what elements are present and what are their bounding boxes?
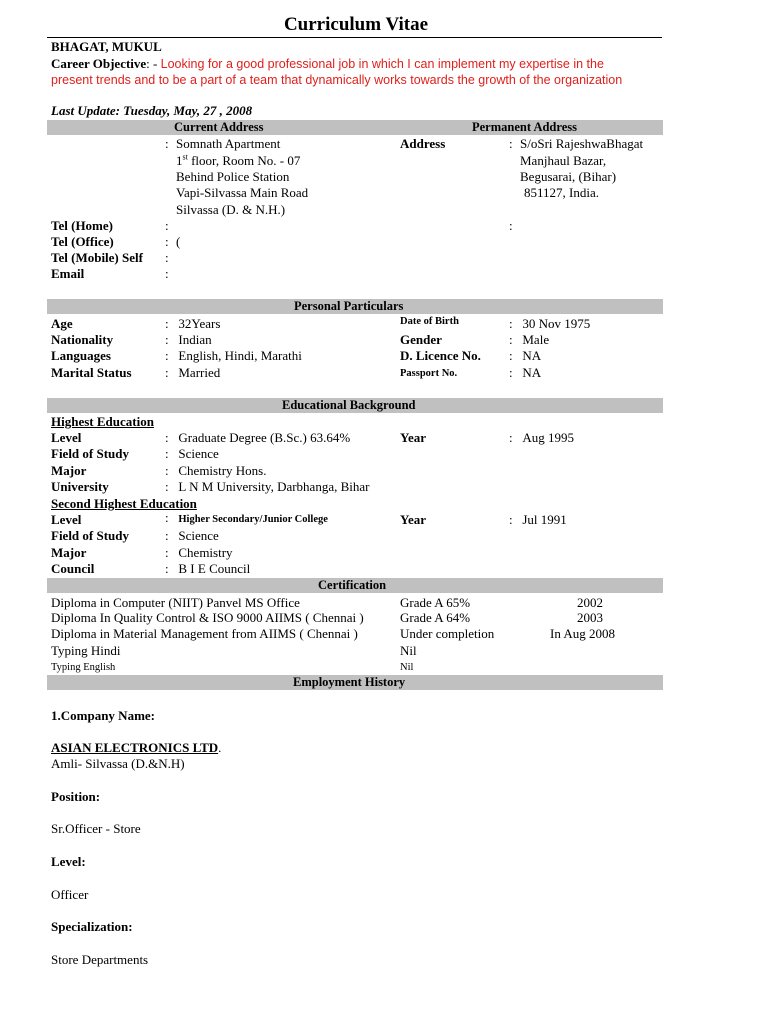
candidate-name: BHAGAT, MUKUL	[51, 39, 162, 54]
languages-value: : English, Hindi, Marathi	[165, 348, 302, 363]
languages-label: Languages	[51, 348, 111, 363]
permanent-address-colon: :	[509, 136, 513, 151]
career-objective-sep: : -	[146, 56, 158, 71]
tel-mobile-colon: :	[165, 250, 169, 265]
current-address-line-4: Vapi-Silvassa Main Road	[176, 185, 309, 200]
current-address-line-3: Behind Police Station	[176, 169, 290, 184]
permanent-address-line-3: Begusarai, (Bihar)	[520, 169, 617, 184]
cert-row-5-grade: Nil	[400, 662, 414, 673]
email-colon: :	[165, 266, 169, 281]
cert-row-2-name: Diploma In Quality Control & ISO 9000 AIIMS ( Chennai )	[51, 610, 364, 625]
nationality-value: : Indian	[165, 332, 212, 347]
second-field-value: : Science	[165, 528, 219, 543]
cert-row-2-year: 2003	[577, 610, 603, 625]
highest-field-value: : Science	[165, 446, 219, 461]
dob-text: 30 Nov 1975	[522, 316, 591, 331]
second-level-text: Higher Secondary/Junior College	[178, 514, 328, 525]
tel-home-label: Tel (Home)	[51, 218, 113, 233]
council-text: B I E Council	[178, 561, 251, 576]
second-level-value: : Higher Secondary/Junior College	[165, 510, 328, 525]
dob-value: : 30 Nov 1975	[509, 316, 591, 331]
gender-value: : Male	[509, 332, 550, 347]
tel-mobile-label: Tel (Mobile) Self	[51, 250, 143, 265]
specialization-label: Specialization:	[51, 919, 133, 934]
second-level-label: Level	[51, 512, 82, 527]
certification-header: Certification	[318, 578, 387, 592]
highest-major-label: Major	[51, 463, 87, 478]
highest-field-text: Science	[178, 446, 219, 461]
career-objective-line-1	[51, 56, 604, 72]
tel-home-colon: :	[165, 218, 169, 233]
company-name: ASIAN ELECTRONICS LTD	[51, 740, 219, 755]
council-label: Council	[51, 561, 95, 576]
languages-text: English, Hindi, Marathi	[178, 348, 302, 363]
current-address-header: Current Address	[174, 120, 264, 134]
cert-row-5-name: Typing English	[51, 662, 116, 673]
personal-header: Personal Particulars	[294, 299, 404, 313]
age-text: 32Years	[178, 316, 221, 331]
position-label: Position:	[51, 789, 101, 804]
cert-row-1-grade: Grade A 65%	[400, 595, 471, 610]
passport-text: NA	[522, 365, 542, 380]
education-header: Educational Background	[282, 398, 416, 412]
cert-row-1-name: Diploma in Computer (NIIT) Panvel MS Office	[51, 595, 300, 610]
second-major-label: Major	[51, 545, 87, 560]
highest-field-label: Field of Study	[51, 446, 130, 461]
email-label: Email	[51, 266, 85, 281]
tel-home-perm: :	[509, 218, 513, 233]
licence-value: : NA	[509, 348, 542, 363]
highest-year-value: : Aug 1995	[509, 430, 575, 445]
current-address-colon: :	[165, 136, 169, 151]
tel-office-value: (	[176, 234, 181, 249]
education-header-band	[47, 398, 663, 413]
highest-level-value: : Graduate Degree (B.Sc.) 63.64%	[165, 430, 351, 445]
highest-level-label: Level	[51, 430, 82, 445]
second-field-text: Science	[178, 528, 219, 543]
floor-number: 1	[176, 153, 183, 168]
career-objective-text-2: present trends and to be a part of a team that dynamically works towards the growth of the organization	[51, 73, 623, 87]
highest-major-text: Chemistry Hons.	[178, 463, 267, 478]
document-title: Curriculum Vitae	[283, 14, 429, 35]
permanent-address-label: Address	[400, 136, 446, 151]
age-label: Age	[51, 316, 73, 331]
permanent-address-line-1: S/oSri RajeshwaBhagat	[520, 136, 644, 151]
certification-header-band	[47, 578, 663, 593]
second-major-text: Chemistry	[178, 545, 233, 560]
second-year-value: : Jul 1991	[509, 512, 567, 527]
company-location: Amli- Silvassa (D.&N.H)	[51, 756, 185, 771]
company-heading: 1.Company Name:	[51, 708, 155, 723]
position-value: Sr.Officer - Store	[51, 821, 141, 836]
university-value: : L N M University, Darbhanga, Bihar	[165, 479, 370, 494]
marital-status-value: : Married	[165, 365, 221, 380]
specialization-value: Store Departments	[51, 952, 149, 967]
age-value: : 32Years	[165, 316, 221, 331]
nationality-label: Nationality	[51, 332, 114, 347]
career-objective-label: Career Objective	[51, 56, 147, 71]
second-year-label: Year	[400, 512, 426, 527]
title-rule	[47, 37, 662, 38]
gender-text: Male	[522, 332, 550, 347]
floor-text: floor, Room No. - 07	[191, 153, 301, 168]
council-value: : B I E Council	[165, 561, 251, 576]
second-year-text: Jul 1991	[522, 512, 567, 527]
passport-label: Passport No.	[400, 368, 458, 379]
cert-row-3-name: Diploma in Material Management from AIIMS ( Chennai )	[51, 626, 358, 641]
dob-label: Date of Birth	[400, 316, 459, 327]
employment-header: Employment History	[293, 675, 406, 689]
cert-row-3-grade: Under completion	[400, 626, 495, 641]
marital-status-label: Marital Status	[51, 365, 132, 380]
cert-row-1-year: 2002	[577, 595, 603, 610]
tel-office-colon: :	[165, 234, 169, 249]
current-address-line-2	[176, 153, 300, 169]
career-objective-text-1: Looking for a good professional job in which I can implement my expertise in the	[160, 57, 604, 71]
nationality-text: Indian	[178, 332, 212, 347]
cert-row-2-grade: Grade A 64%	[400, 610, 471, 625]
gender-label: Gender	[400, 332, 442, 347]
cert-row-3-year: In Aug 2008	[550, 626, 615, 641]
level-label: Level:	[51, 854, 86, 869]
university-text: L N M University, Darbhanga, Bihar	[178, 479, 370, 494]
passport-value: : NA	[509, 365, 542, 380]
second-major-value: : Chemistry	[165, 545, 233, 560]
floor-suffix: st	[182, 152, 188, 162]
licence-text: NA	[522, 348, 542, 363]
employment-header-band	[47, 675, 663, 690]
company-name-line: ASIAN ELECTRONICS LTD.	[51, 740, 222, 755]
marital-status-text: Married	[178, 365, 221, 380]
last-update: Last Update: Tuesday, May, 27 , 2008	[51, 103, 253, 118]
personal-header-band	[47, 299, 663, 314]
highest-major-value: : Chemistry Hons.	[165, 463, 267, 478]
tel-office-label: Tel (Office)	[51, 234, 114, 249]
licence-label: D. Licence No.	[400, 348, 481, 363]
address-header-band	[47, 120, 663, 135]
second-field-label: Field of Study	[51, 528, 130, 543]
highest-year-text: Aug 1995	[522, 430, 575, 445]
highest-education-title: Highest Education	[51, 414, 154, 429]
current-address-line-5: Silvassa (D. & N.H.)	[176, 202, 286, 217]
level-value: Officer	[51, 887, 89, 902]
highest-level-text: Graduate Degree (B.Sc.) 63.64%	[178, 430, 351, 445]
permanent-address-header: Permanent Address	[472, 120, 577, 134]
current-address-line-1: Somnath Apartment	[176, 136, 281, 151]
highest-year-label: Year	[400, 430, 426, 445]
cert-row-4-grade: Nil	[400, 643, 417, 658]
permanent-address-line-4: 851127, India.	[524, 185, 599, 200]
second-education-title: Second Highest Education	[51, 496, 197, 511]
cert-row-4-name: Typing Hindi	[51, 643, 121, 658]
university-label: University	[51, 479, 109, 494]
permanent-address-line-2: Manjhaul Bazar,	[520, 153, 607, 168]
